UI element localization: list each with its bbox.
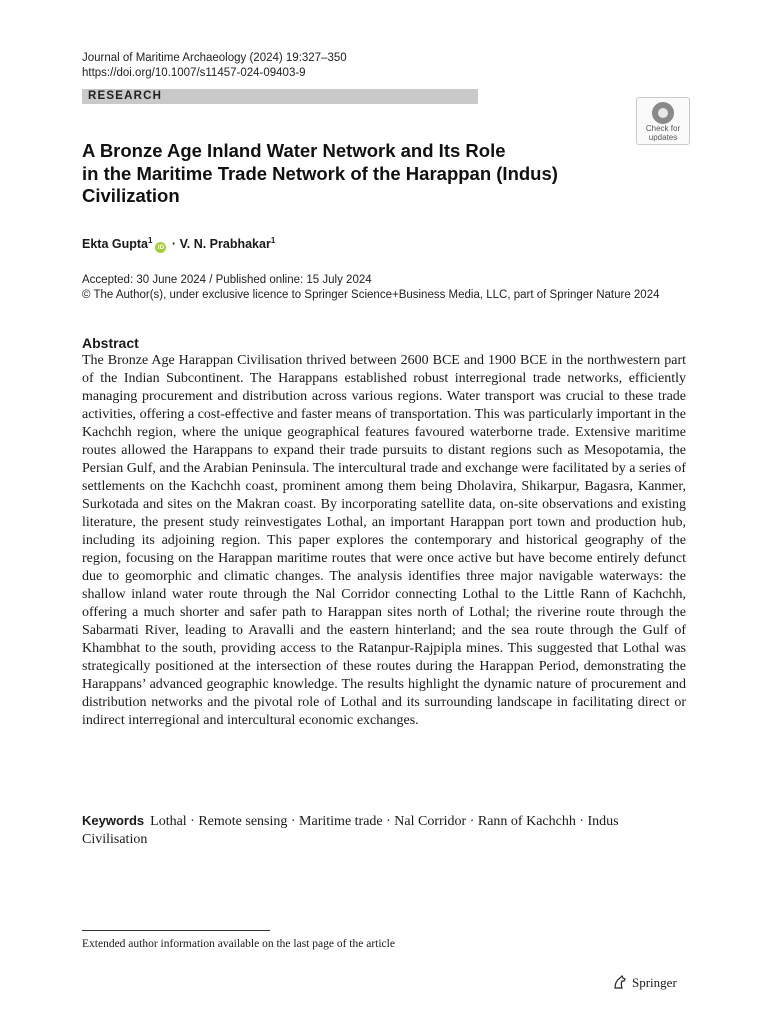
author-affiliation: 1 <box>270 236 276 245</box>
publisher-name: Springer <box>632 975 677 990</box>
keywords-label: Keywords <box>82 813 145 828</box>
title-line-2: in the Maritime Trade Network of the Harappan (Indus) <box>82 162 558 184</box>
footnote-rule <box>82 930 270 931</box>
orcid-icon[interactable]: iD <box>155 242 166 253</box>
abstract-text: The Bronze Age Harappan Civilisation thrived between 2600 BCE and 1900 BCE in the northwestern part of the Indian Subcontinent. The Harappans established robust interregional trade networks, efficiently managing procurement and distribution across various regions. Water transport was crucial to these trade activities, offering a cost-effective and faster means of transportation. This was particularly important in the Kachchh region, where the unique geographical features favoured waterborne trade. Extensive maritime routes allowed the Harappans to expand their trade pursuits to distant regions such as Mesopotamia, the Persian Gulf, and the Arabian Peninsula. The intercultural trade and exchange were facilitated by a series of settlements on the Kachchh coast, prominent among them being Dholavira, Shikarpur, Bagasra, Kanmer, Surkotada and sites on the Makran coast. By incorporating satellite data, on-site observations and existing literature, the present study reinvestigates Lothal, an important Harappan port town and production hub, including its adjoining region. This paper explores the contemporary and historical geography of the region, focusing on the Harappan maritime routes that were once active but have become entirely defunct due to geomorphic and climatic changes. The analysis identifies three major navigable waterways: the shallow inland water route through the Nal Corridor connecting Lothal to the Little Rann of Kachchh, offering a much shorter and safer path to Harappan sites north of Lothal; the riverine route through the Sabarmati River, leading to Aravalli and the eastern hinterland; and the sea route through the Gulf of Khambhat to the south, providing access to the Ratanpur-Rajpipla mines. This suggested that Lothal was strategically positioned at the intersection of these routes during the Harappan Period, demonstrating the Harappans’ advanced geographic knowledge. The results highlight the dynamic nature of procurement and distribution networks and the pivotal role of Lothal and its surrounding landscape in facilitating direct or indirect interregional and intercultural economic exchanges. <box>82 353 686 728</box>
copyright-line: © The Author(s), under exclusive licence to Springer Science+Business Media, LLC, part of Springer Nature 2024 <box>82 289 660 301</box>
publisher-logo <box>612 974 677 992</box>
check-for-updates-badge[interactable] <box>636 97 690 145</box>
check-updates-line1: Check for <box>645 124 681 133</box>
author-separator: · <box>168 237 180 251</box>
footnote-text: Extended author information available on the last page of the article <box>82 938 395 950</box>
journal-header <box>82 51 347 81</box>
check-updates-icon <box>652 102 674 124</box>
springer-horse-icon <box>612 974 628 990</box>
section-label: RESEARCH <box>88 90 163 102</box>
keywords-block <box>82 812 686 849</box>
accepted-published-line: Accepted: 30 June 2024 / Published online: 15 July 2024 <box>82 274 372 286</box>
section-label-bar <box>82 89 478 104</box>
check-updates-line2: updates <box>648 132 678 142</box>
article-title <box>82 140 622 208</box>
publication-dates <box>82 273 660 303</box>
abstract-heading: Abstract <box>82 335 139 351</box>
author-affiliation: 1 <box>148 236 153 245</box>
doi-link[interactable]: https://doi.org/10.1007/s11457-024-09403-9 <box>82 67 306 79</box>
author-list <box>82 232 275 253</box>
title-line-3: Civilization <box>82 185 180 206</box>
author-name[interactable]: V. N. Prabhakar <box>179 237 271 251</box>
title-line-1: A Bronze Age Inland Water Network and Its Role <box>82 140 506 161</box>
author-name[interactable]: Ekta Gupta <box>82 237 148 251</box>
keywords-text: Lothal · Remote sensing · Maritime trade · Nal Corridor · Rann of Kachchh · Indus Civilisation <box>82 814 619 847</box>
journal-citation: Journal of Maritime Archaeology (2024) 19:327–350 <box>82 52 347 64</box>
